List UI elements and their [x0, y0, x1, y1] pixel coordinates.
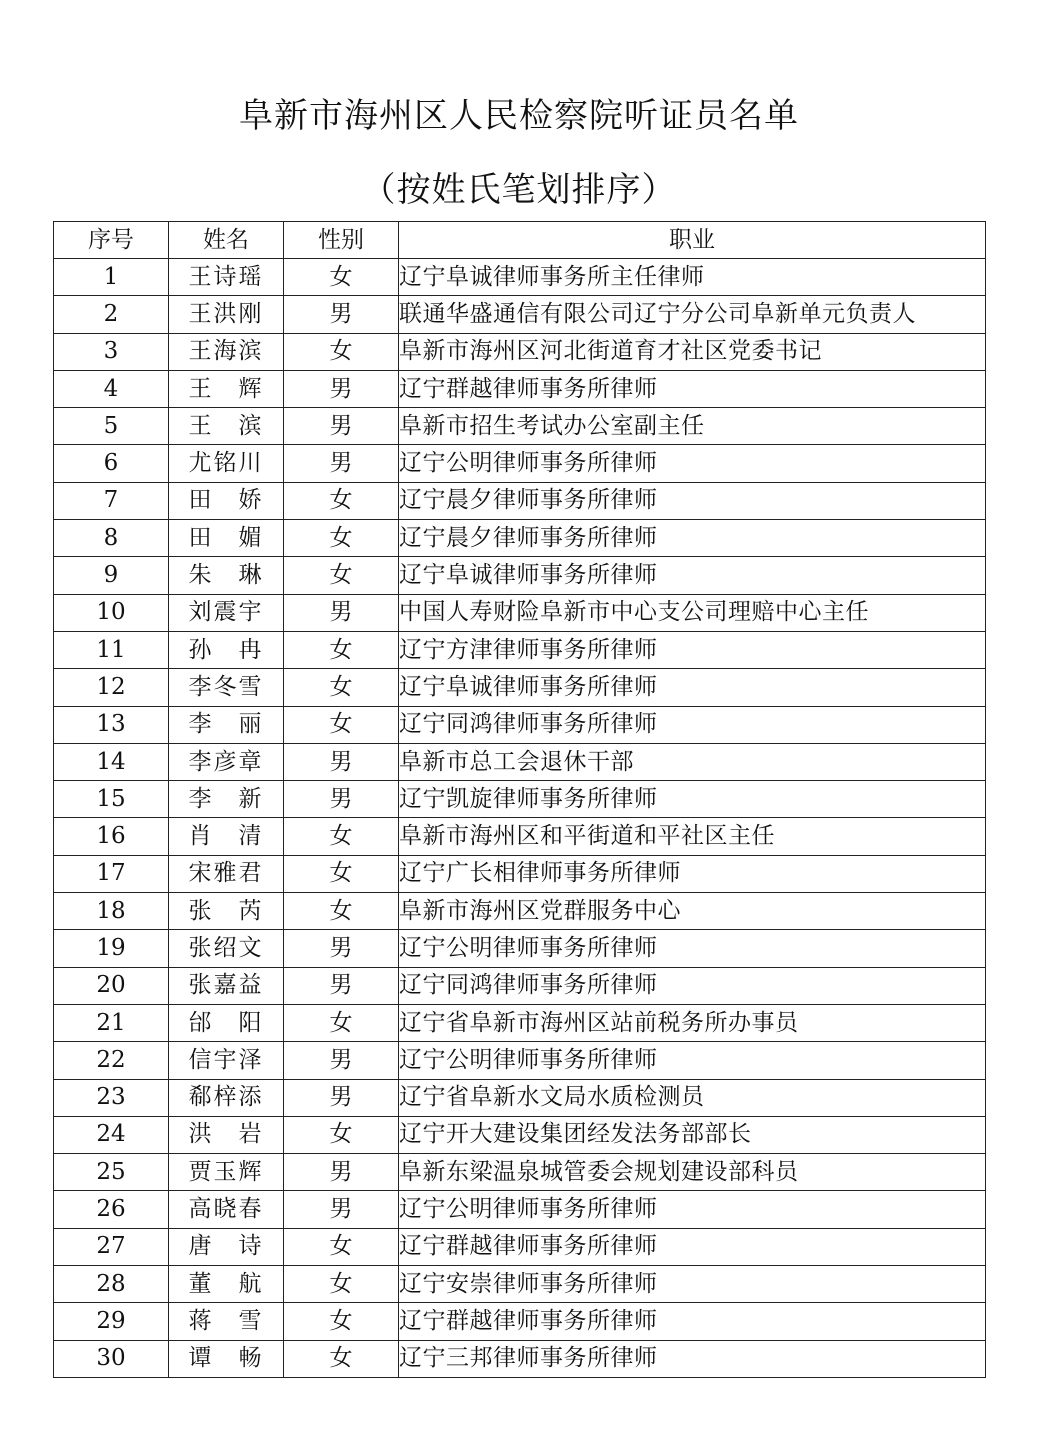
table-row	[54, 520, 986, 557]
table-row	[54, 855, 986, 892]
cell-gender: 男	[284, 1042, 399, 1079]
cell-occupation: 阜新市海州区党群服务中心	[399, 893, 986, 930]
cell-gender: 女	[284, 482, 399, 519]
cell-occupation: 辽宁群越律师事务所律师	[399, 1303, 986, 1340]
cell-serial-number: 16	[54, 818, 169, 855]
cell-serial-number: 7	[54, 482, 169, 519]
cell-gender: 女	[284, 818, 399, 855]
table-row	[54, 296, 986, 333]
cell-occupation: 辽宁晨夕律师事务所律师	[399, 482, 986, 519]
table-row	[54, 482, 986, 519]
cell-name: 李 新	[169, 781, 284, 818]
cell-name: 蒋 雪	[169, 1303, 284, 1340]
table-row	[54, 930, 986, 967]
cell-occupation: 联通华盛通信有限公司辽宁分公司阜新单元负责人	[399, 296, 986, 333]
cell-name: 孙 冉	[169, 631, 284, 668]
cell-occupation: 辽宁省阜新市海州区站前税务所办事员	[399, 1004, 986, 1041]
cell-occupation: 阜新市海州区河北街道育才社区党委书记	[399, 333, 986, 370]
cell-occupation: 辽宁开大建设集团经发法务部部长	[399, 1116, 986, 1153]
cell-serial-number: 11	[54, 631, 169, 668]
table-row	[54, 818, 986, 855]
table-row	[54, 743, 986, 780]
cell-name: 洪 岩	[169, 1116, 284, 1153]
table-row	[54, 1154, 986, 1191]
table-row	[54, 259, 986, 296]
table-row	[54, 1191, 986, 1228]
header-occupation: 职业	[399, 222, 986, 259]
cell-serial-number: 3	[54, 333, 169, 370]
cell-serial-number: 27	[54, 1228, 169, 1265]
cell-name: 刘震宇	[169, 594, 284, 631]
header-gender: 性别	[284, 222, 399, 259]
table-row	[54, 1116, 986, 1153]
cell-occupation: 中国人寿财险阜新市中心支公司理赔中心主任	[399, 594, 986, 631]
cell-occupation: 辽宁方津律师事务所律师	[399, 631, 986, 668]
cell-name: 王海滨	[169, 333, 284, 370]
cell-occupation: 辽宁公明律师事务所律师	[399, 1042, 986, 1079]
cell-serial-number: 9	[54, 557, 169, 594]
cell-occupation: 阜新市总工会退休干部	[399, 743, 986, 780]
cell-occupation: 辽宁群越律师事务所律师	[399, 1228, 986, 1265]
cell-occupation: 辽宁同鸿律师事务所律师	[399, 706, 986, 743]
cell-gender: 女	[284, 855, 399, 892]
cell-gender: 女	[284, 1303, 399, 1340]
cell-name: 王 滨	[169, 408, 284, 445]
cell-serial-number: 17	[54, 855, 169, 892]
cell-gender: 男	[284, 1191, 399, 1228]
document-subtitle: （按姓氏笔划排序）	[361, 170, 677, 210]
cell-gender: 女	[284, 520, 399, 557]
cell-name: 张嘉益	[169, 967, 284, 1004]
table-row	[54, 333, 986, 370]
cell-serial-number: 28	[54, 1266, 169, 1303]
cell-name: 李彦章	[169, 743, 284, 780]
cell-gender: 男	[284, 1079, 399, 1116]
cell-gender: 男	[284, 781, 399, 818]
cell-serial-number: 13	[54, 706, 169, 743]
cell-gender: 男	[284, 930, 399, 967]
table-row	[54, 893, 986, 930]
cell-serial-number: 26	[54, 1191, 169, 1228]
document-title: 阜新市海州区人民检察院听证员名单	[239, 96, 799, 136]
cell-serial-number: 14	[54, 743, 169, 780]
cell-name: 田 媚	[169, 520, 284, 557]
table-row	[54, 1266, 986, 1303]
cell-gender: 女	[284, 1228, 399, 1265]
cell-occupation: 辽宁三邦律师事务所律师	[399, 1340, 986, 1377]
cell-gender: 女	[284, 669, 399, 706]
cell-name: 王诗瑶	[169, 259, 284, 296]
cell-occupation: 阜新东梁温泉城管委会规划建设部科员	[399, 1154, 986, 1191]
cell-serial-number: 2	[54, 296, 169, 333]
cell-gender: 女	[284, 1340, 399, 1377]
cell-serial-number: 15	[54, 781, 169, 818]
cell-occupation: 辽宁晨夕律师事务所律师	[399, 520, 986, 557]
table-row	[54, 1079, 986, 1116]
cell-occupation: 辽宁省阜新水文局水质检测员	[399, 1079, 986, 1116]
table-row	[54, 967, 986, 1004]
cell-occupation: 辽宁阜诚律师事务所主任律师	[399, 259, 986, 296]
cell-serial-number: 4	[54, 370, 169, 407]
cell-name: 朱 琳	[169, 557, 284, 594]
cell-gender: 男	[284, 445, 399, 482]
table-row	[54, 669, 986, 706]
cell-serial-number: 23	[54, 1079, 169, 1116]
cell-serial-number: 18	[54, 893, 169, 930]
cell-serial-number: 6	[54, 445, 169, 482]
cell-gender: 男	[284, 370, 399, 407]
table-row	[54, 1228, 986, 1265]
table-row	[54, 706, 986, 743]
cell-occupation: 辽宁公明律师事务所律师	[399, 930, 986, 967]
cell-gender: 女	[284, 1004, 399, 1041]
cell-occupation: 辽宁凯旋律师事务所律师	[399, 781, 986, 818]
cell-name: 田 娇	[169, 482, 284, 519]
cell-name: 唐 诗	[169, 1228, 284, 1265]
cell-name: 谭 畅	[169, 1340, 284, 1377]
cell-gender: 男	[284, 296, 399, 333]
cell-serial-number: 29	[54, 1303, 169, 1340]
cell-name: 王洪刚	[169, 296, 284, 333]
cell-gender: 男	[284, 594, 399, 631]
cell-name: 郗梓添	[169, 1079, 284, 1116]
table-row	[54, 408, 986, 445]
header-serial-number: 序号	[54, 222, 169, 259]
cell-name: 李 丽	[169, 706, 284, 743]
table-row	[54, 1004, 986, 1041]
table-row	[54, 781, 986, 818]
cell-name: 信宇泽	[169, 1042, 284, 1079]
cell-serial-number: 22	[54, 1042, 169, 1079]
cell-gender: 女	[284, 1116, 399, 1153]
cell-serial-number: 19	[54, 930, 169, 967]
cell-serial-number: 30	[54, 1340, 169, 1377]
cell-occupation: 辽宁公明律师事务所律师	[399, 1191, 986, 1228]
table-row	[54, 631, 986, 668]
cell-serial-number: 24	[54, 1116, 169, 1153]
cell-serial-number: 8	[54, 520, 169, 557]
table-row	[54, 370, 986, 407]
header-name: 姓名	[169, 222, 284, 259]
cell-gender: 男	[284, 743, 399, 780]
cell-occupation: 辽宁安崇律师事务所律师	[399, 1266, 986, 1303]
roster-table	[53, 221, 986, 1378]
cell-gender: 女	[284, 333, 399, 370]
table-row	[54, 1042, 986, 1079]
cell-gender: 男	[284, 408, 399, 445]
cell-occupation: 辽宁阜诚律师事务所律师	[399, 669, 986, 706]
cell-name: 李冬雪	[169, 669, 284, 706]
cell-name: 董 航	[169, 1266, 284, 1303]
cell-serial-number: 20	[54, 967, 169, 1004]
table-row	[54, 445, 986, 482]
cell-occupation: 辽宁阜诚律师事务所律师	[399, 557, 986, 594]
cell-name: 高晓春	[169, 1191, 284, 1228]
cell-name: 王 辉	[169, 370, 284, 407]
table-row	[54, 557, 986, 594]
cell-serial-number: 12	[54, 669, 169, 706]
cell-gender: 男	[284, 1154, 399, 1191]
cell-serial-number: 21	[54, 1004, 169, 1041]
cell-occupation: 辽宁同鸿律师事务所律师	[399, 967, 986, 1004]
cell-name: 邰 阳	[169, 1004, 284, 1041]
cell-name: 张绍文	[169, 930, 284, 967]
cell-gender: 女	[284, 1266, 399, 1303]
cell-gender: 女	[284, 706, 399, 743]
table-row	[54, 1303, 986, 1340]
cell-name: 肖 清	[169, 818, 284, 855]
cell-name: 贾玉辉	[169, 1154, 284, 1191]
table-row	[54, 1340, 986, 1377]
cell-gender: 女	[284, 259, 399, 296]
cell-serial-number: 5	[54, 408, 169, 445]
cell-serial-number: 25	[54, 1154, 169, 1191]
cell-gender: 男	[284, 967, 399, 1004]
cell-name: 尤铭川	[169, 445, 284, 482]
cell-occupation: 阜新市海州区和平街道和平社区主任	[399, 818, 986, 855]
cell-occupation: 阜新市招生考试办公室副主任	[399, 408, 986, 445]
table-header-row	[54, 222, 986, 259]
cell-serial-number: 1	[54, 259, 169, 296]
cell-occupation: 辽宁群越律师事务所律师	[399, 370, 986, 407]
cell-name: 张 芮	[169, 893, 284, 930]
cell-gender: 女	[284, 893, 399, 930]
table-row	[54, 594, 986, 631]
cell-occupation: 辽宁广长相律师事务所律师	[399, 855, 986, 892]
cell-occupation: 辽宁公明律师事务所律师	[399, 445, 986, 482]
cell-gender: 女	[284, 631, 399, 668]
cell-name: 宋雅君	[169, 855, 284, 892]
cell-serial-number: 10	[54, 594, 169, 631]
cell-gender: 女	[284, 557, 399, 594]
